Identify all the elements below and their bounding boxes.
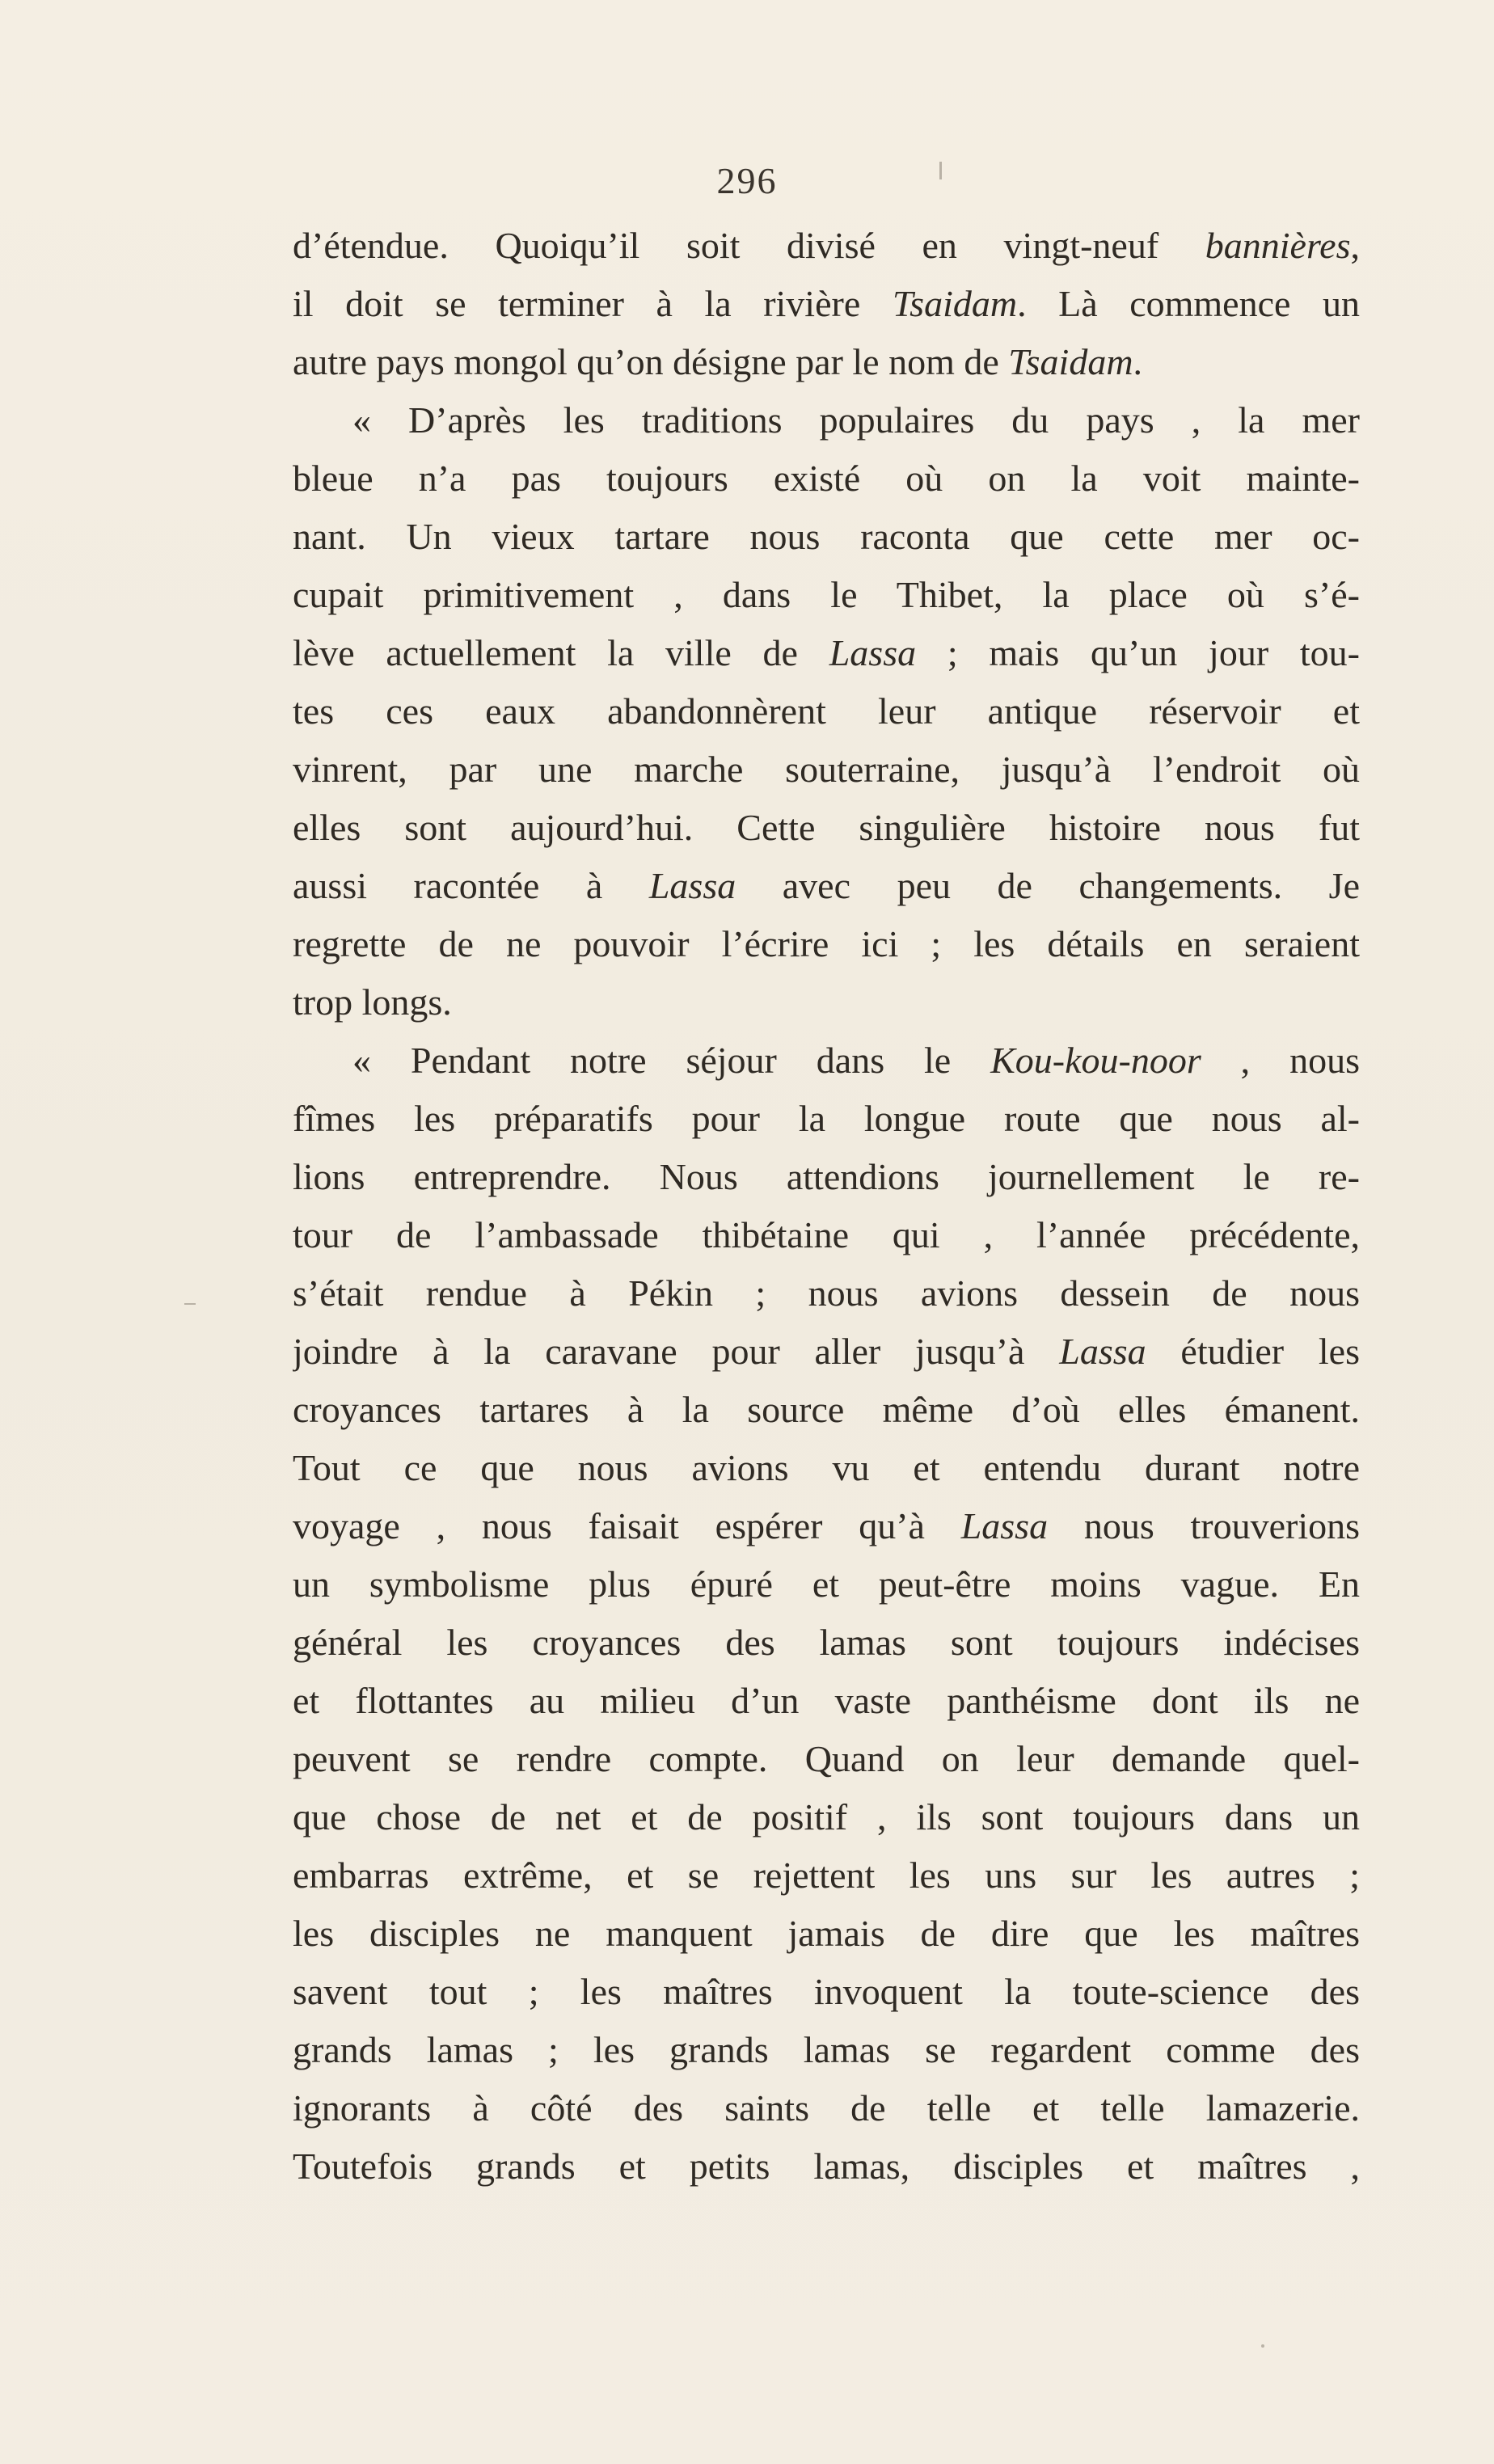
text-run: « D’après les traditions populaires du pays , la mer bbox=[352, 399, 1360, 441]
text-run: d’étendue. Quoiqu’il soit divisé en vingt-neuf bbox=[293, 225, 1205, 266]
text-line bbox=[293, 1497, 1360, 1555]
text-run: , nous bbox=[1201, 1040, 1360, 1081]
text-run: embarras extrême, et se rejettent les uns sur les autres ; bbox=[293, 1854, 1360, 1896]
text-run: grands lamas ; les grands lamas se regardent comme des bbox=[293, 2029, 1360, 2070]
text-line bbox=[293, 1905, 1360, 1963]
text-run: ignorants à côté des saints de telle et telle lamazerie. bbox=[293, 2087, 1360, 2129]
text-run: « Pendant notre séjour dans le bbox=[352, 1040, 991, 1081]
text-line bbox=[293, 682, 1360, 740]
text-run: Toutefois grands et petits lamas, disciples et maîtres , bbox=[293, 2145, 1360, 2187]
text-run: nous trouverions bbox=[1048, 1505, 1360, 1546]
text-run: . bbox=[1133, 341, 1143, 382]
text-line bbox=[293, 1323, 1360, 1381]
text-run: Tout ce que nous avions vu et entendu durant notre bbox=[293, 1447, 1360, 1488]
text-line bbox=[293, 857, 1360, 915]
text-line bbox=[293, 2137, 1360, 2196]
italic-term: Kou-kou-noor bbox=[990, 1040, 1201, 1081]
text-line bbox=[293, 566, 1360, 624]
text-run: les disciples ne manquent jamais de dire que les maîtres bbox=[293, 1913, 1360, 1954]
text-line bbox=[293, 449, 1360, 508]
text-run: ; mais qu’un jour tou- bbox=[916, 632, 1360, 673]
text-run: vinrent, par une marche souterraine, jusqu’à l’endroit où bbox=[293, 749, 1360, 790]
text-line bbox=[293, 799, 1360, 857]
text-run: s’était rendue à Pékin ; nous avions dessein de nous bbox=[293, 1272, 1360, 1314]
text-line bbox=[293, 1381, 1360, 1439]
text-line bbox=[293, 915, 1360, 973]
speck-mark bbox=[1261, 2344, 1264, 2348]
text-run: croyances tartares à la source même d’où elles émanent. bbox=[293, 1389, 1360, 1430]
text-run: lions entreprendre. Nous attendions journellement le re- bbox=[293, 1156, 1360, 1197]
text-line bbox=[293, 1264, 1360, 1323]
text-run: trop longs. bbox=[293, 981, 452, 1023]
text-run: peuvent se rendre compte. Quand on leur demande quel- bbox=[293, 1738, 1360, 1779]
text-line bbox=[293, 1555, 1360, 1614]
text-line bbox=[293, 1730, 1360, 1788]
text-run: regrette de ne pouvoir l’écrire ici ; les détails en seraient bbox=[293, 923, 1360, 964]
text-line bbox=[293, 1090, 1360, 1148]
text-line bbox=[293, 973, 1360, 1032]
italic-term: Lassa bbox=[829, 632, 917, 673]
text-run: il doit se terminer à la rivière bbox=[293, 283, 893, 324]
text-line bbox=[293, 2079, 1360, 2137]
text-run: un symbolisme plus épuré et peut-être moins vague. En bbox=[293, 1563, 1360, 1605]
italic-term: bannières bbox=[1205, 225, 1351, 266]
text-run: . Là commence un bbox=[1017, 283, 1360, 324]
text-line bbox=[293, 1963, 1360, 2021]
text-run: tes ces eaux abandonnèrent leur antique réservoir et bbox=[293, 690, 1360, 732]
text-line bbox=[293, 333, 1360, 391]
text-line bbox=[293, 391, 1360, 449]
text-run: voyage , nous faisait espérer qu’à bbox=[293, 1505, 961, 1546]
page-number: 296 bbox=[716, 160, 778, 201]
text-line bbox=[293, 1439, 1360, 1497]
text-run: avec peu de changements. Je bbox=[736, 865, 1360, 906]
text-run: étudier les bbox=[1146, 1331, 1360, 1372]
text-line bbox=[293, 217, 1360, 275]
text-run: aussi racontée à bbox=[293, 865, 649, 906]
text-line bbox=[293, 275, 1360, 333]
italic-term: Tsaidam bbox=[1008, 341, 1133, 382]
italic-term: Lassa bbox=[648, 865, 736, 906]
italic-term: Lassa bbox=[1059, 1331, 1146, 1372]
text-run: fîmes les préparatifs pour la longue route que nous al- bbox=[293, 1098, 1360, 1139]
text-run: savent tout ; les maîtres invoquent la toute-science des bbox=[293, 1971, 1360, 2012]
text-run: nant. Un vieux tartare nous raconta que cette mer oc- bbox=[293, 516, 1360, 557]
text-run: bleue n’a pas toujours existé où on la voit mainte- bbox=[293, 458, 1360, 499]
text-run: que chose de net et de positif , ils sont toujours dans un bbox=[293, 1796, 1360, 1837]
speck-mark bbox=[939, 162, 942, 179]
text-run: autre pays mongol qu’on désigne par le nom de bbox=[293, 341, 1009, 382]
text-line bbox=[293, 624, 1360, 682]
body-text bbox=[293, 217, 1360, 2196]
text-run: tour de l’ambassade thibétaine qui , l’année précédente, bbox=[293, 1214, 1360, 1255]
text-line bbox=[293, 2021, 1360, 2079]
text-line bbox=[293, 1148, 1360, 1206]
text-line bbox=[293, 1614, 1360, 1672]
text-line bbox=[293, 1846, 1360, 1905]
text-line bbox=[293, 1206, 1360, 1264]
text-line bbox=[293, 1672, 1360, 1730]
text-run: cupait primitivement , dans le Thibet, la place où s’é- bbox=[293, 574, 1360, 615]
text-run: et flottantes au milieu d’un vaste panthéisme dont ils ne bbox=[293, 1680, 1360, 1721]
text-run: , bbox=[1350, 225, 1360, 266]
text-run: lève actuellement la ville de bbox=[293, 632, 829, 673]
text-line bbox=[293, 508, 1360, 566]
text-run: joindre à la caravane pour aller jusqu’à bbox=[293, 1331, 1060, 1372]
italic-term: Tsaidam bbox=[892, 283, 1018, 324]
speck-mark bbox=[184, 1303, 196, 1305]
text-line bbox=[293, 1032, 1360, 1090]
text-line bbox=[293, 740, 1360, 799]
italic-term: Lassa bbox=[960, 1505, 1049, 1546]
text-line bbox=[293, 1788, 1360, 1846]
text-run: général les croyances des lamas sont toujours indécises bbox=[293, 1622, 1360, 1663]
text-run: elles sont aujourd’hui. Cette singulière histoire nous fut bbox=[293, 807, 1360, 848]
